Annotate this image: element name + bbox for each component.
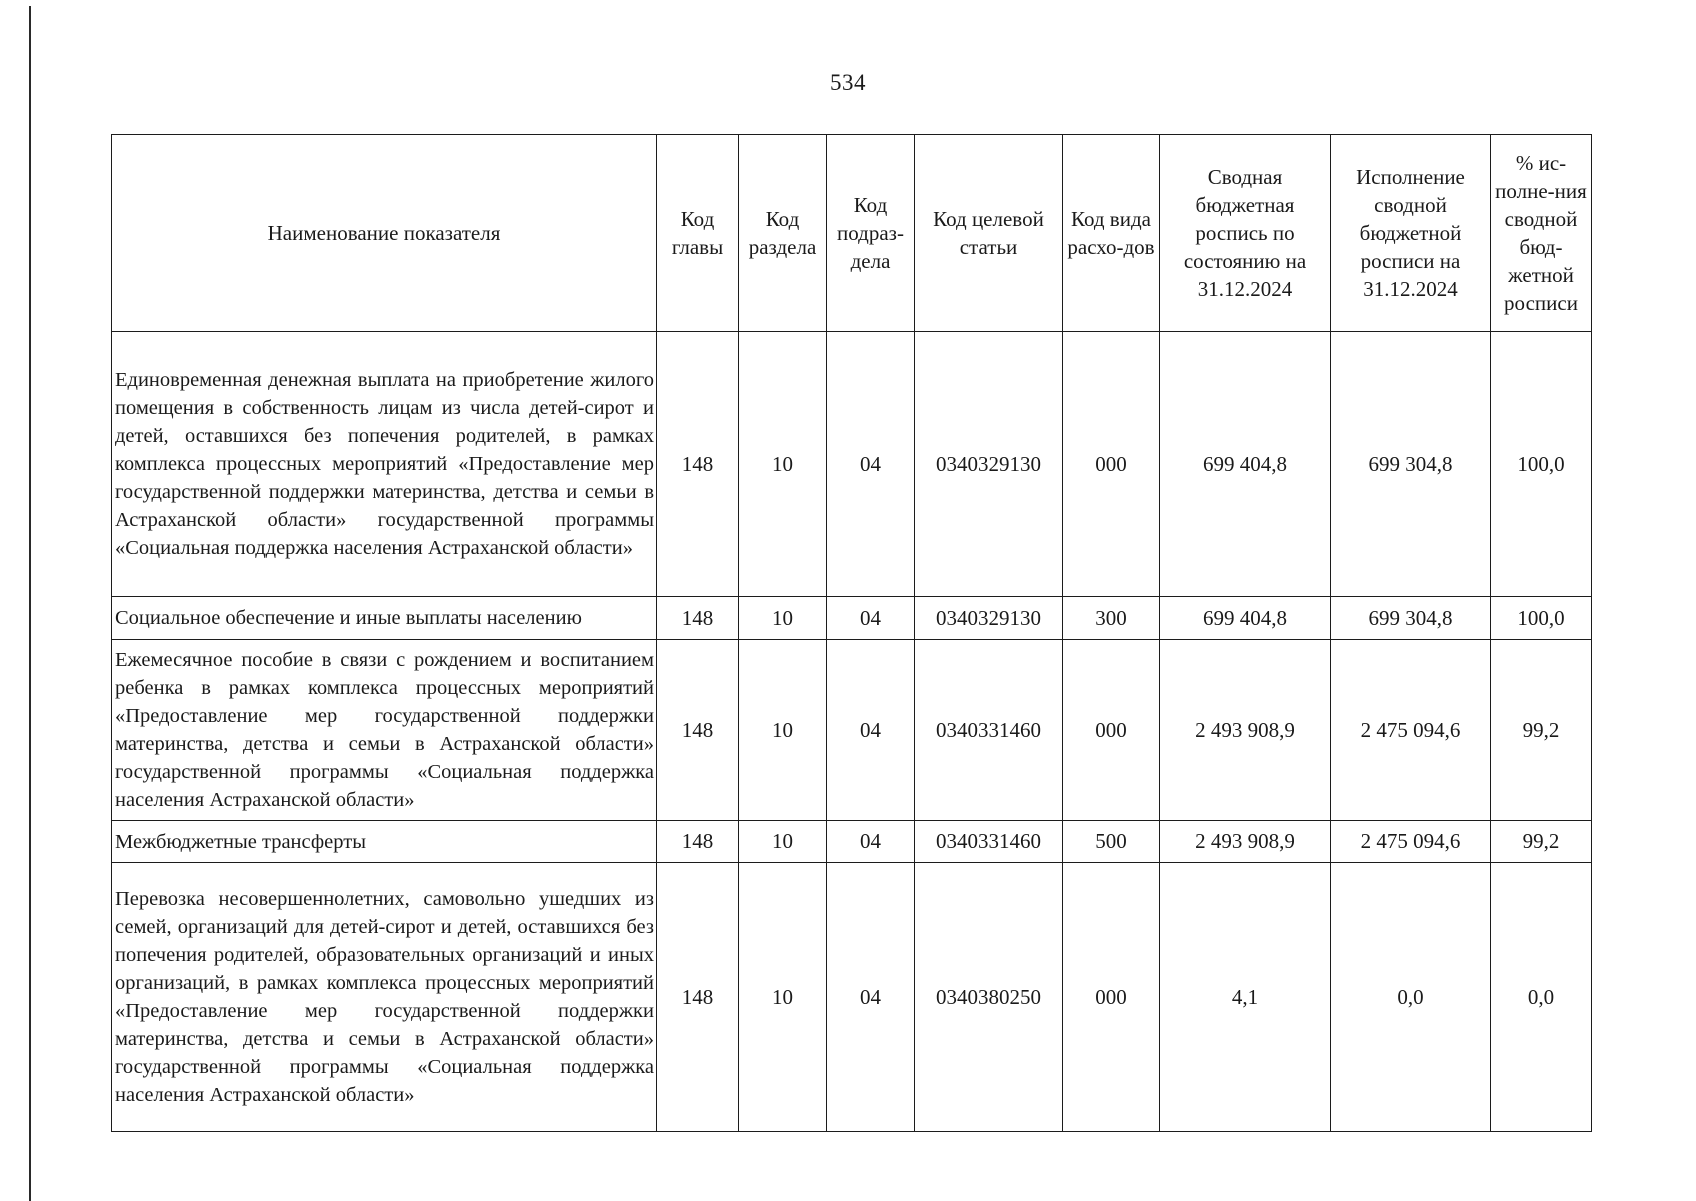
table-row <box>112 863 1592 1132</box>
row-subsection-code: 04 <box>827 821 915 863</box>
row-name: Межбюджетные трансферты <box>112 821 657 863</box>
row-execution-value: 0,0 <box>1331 863 1491 1132</box>
page-number: 534 <box>830 70 866 95</box>
row-name: Ежемесячное пособие в связи с рождением и воспитанием ребенка в рамках комплекса процессных мероприятий «Предоставление мер государственной поддержки материнства, детства и семьи в Астраханской области» государственной программы «Социальная поддержка населения Астраханской области» <box>112 640 657 821</box>
row-target-code: 0340329130 <box>915 597 1063 640</box>
table-header-row <box>112 135 1592 332</box>
table-row <box>112 332 1592 597</box>
row-budget-value: 2 493 908,9 <box>1160 640 1331 821</box>
row-target-code: 0340331460 <box>915 640 1063 821</box>
row-section-code: 10 <box>739 332 827 597</box>
row-expense-type-code: 300 <box>1063 597 1160 640</box>
row-expense-type-code: 500 <box>1063 821 1160 863</box>
row-chapter-code: 148 <box>657 332 739 597</box>
row-execution-value: 2 475 094,6 <box>1331 821 1491 863</box>
row-execution-value: 699 304,8 <box>1331 597 1491 640</box>
row-percent-value: 100,0 <box>1491 332 1592 597</box>
row-percent-value: 99,2 <box>1491 640 1592 821</box>
row-chapter-code: 148 <box>657 821 739 863</box>
row-name: Социальное обеспечение и иные выплаты населению <box>112 597 657 640</box>
row-percent-value: 100,0 <box>1491 597 1592 640</box>
header-subsection-code: Код подраз-дела <box>827 135 915 332</box>
row-section-code: 10 <box>739 863 827 1132</box>
header-section-code: Код раздела <box>739 135 827 332</box>
header-budget-list: Сводная бюджетная роспись по состоянию на 31.12.2024 <box>1160 135 1331 332</box>
row-chapter-code: 148 <box>657 863 739 1132</box>
left-margin-rule <box>29 6 31 1201</box>
header-execution: Исполнение сводной бюджетной росписи на 31.12.2024 <box>1331 135 1491 332</box>
row-name: Единовременная денежная выплата на приобретение жилого помещения в собственность лицам из числа детей-сирот и детей, оставшихся без попечения родителей, в рамках комплекса процессных мероприятий «Предоставление мер государственной поддержки материнства, детства и семьи в Астраханской области» государственной программы «Социальная поддержка населения Астраханской области» <box>112 332 657 597</box>
budget-execution-table <box>111 134 1592 1132</box>
row-budget-value: 699 404,8 <box>1160 597 1331 640</box>
row-budget-value: 4,1 <box>1160 863 1331 1132</box>
header-percent: % ис-полне-ния сводной бюд-жетной росписи <box>1491 135 1592 332</box>
header-chapter-code: Код главы <box>657 135 739 332</box>
row-execution-value: 2 475 094,6 <box>1331 640 1491 821</box>
header-name: Наименование показателя <box>112 135 657 332</box>
row-name: Перевозка несовершеннолетних, самовольно ушедших из семей, организаций для детей-сирот и детей, оставшихся без попечения родителей, образовательных организаций и иных организаций, в рамках комплекса процессных мероприятий «Предоставление мер государственной поддержки материнства, детства и семьи в Астраханской области» государственной программы «Социальная поддержка населения Астраханской области» <box>112 863 657 1132</box>
row-subsection-code: 04 <box>827 597 915 640</box>
table-row <box>112 640 1592 821</box>
header-target-code: Код целевой статьи <box>915 135 1063 332</box>
row-budget-value: 699 404,8 <box>1160 332 1331 597</box>
row-expense-type-code: 000 <box>1063 332 1160 597</box>
row-percent-value: 99,2 <box>1491 821 1592 863</box>
row-expense-type-code: 000 <box>1063 640 1160 821</box>
row-chapter-code: 148 <box>657 597 739 640</box>
row-target-code: 0340331460 <box>915 821 1063 863</box>
row-subsection-code: 04 <box>827 863 915 1132</box>
row-subsection-code: 04 <box>827 332 915 597</box>
row-execution-value: 699 304,8 <box>1331 332 1491 597</box>
table-row <box>112 597 1592 640</box>
row-percent-value: 0,0 <box>1491 863 1592 1132</box>
row-budget-value: 2 493 908,9 <box>1160 821 1331 863</box>
row-expense-type-code: 000 <box>1063 863 1160 1132</box>
row-target-code: 0340380250 <box>915 863 1063 1132</box>
table-row <box>112 821 1592 863</box>
row-subsection-code: 04 <box>827 640 915 821</box>
header-expense-type-code: Код вида расхо-дов <box>1063 135 1160 332</box>
row-target-code: 0340329130 <box>915 332 1063 597</box>
row-chapter-code: 148 <box>657 640 739 821</box>
row-section-code: 10 <box>739 640 827 821</box>
row-section-code: 10 <box>739 821 827 863</box>
row-section-code: 10 <box>739 597 827 640</box>
